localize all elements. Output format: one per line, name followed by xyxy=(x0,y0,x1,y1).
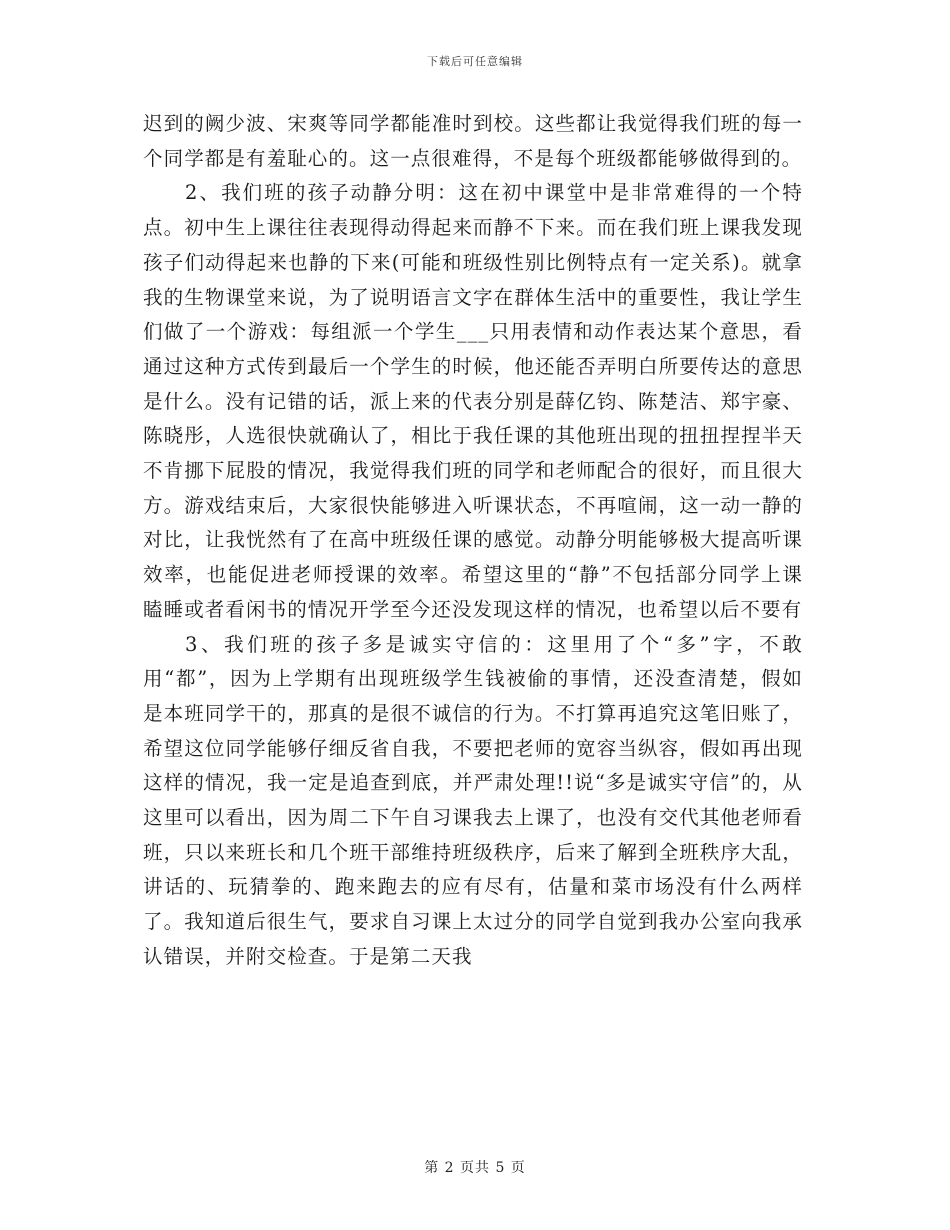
page-header: 下载后可任意编辑 xyxy=(427,55,523,68)
document-body xyxy=(143,107,803,975)
paragraph-continuation: 迟到的阙少波、宋爽等同学都能准时到校。这些都让我觉得我们班的每一个同学都是有羞耻心的。这一点很难得，不是每个班级都能够做得到的。 xyxy=(143,112,803,170)
page-number: 第 2 页共 5 页 xyxy=(424,1160,526,1176)
paragraph-point-3: 3、我们班的孩子多是诚实守信的：这里用了个“多”字，不敢用“都”，因为上学期有出现班级学生钱被偷的事情，还没查清楚，假如是本班同学干的，那真的是很不诚信的行为。不打算再追究这笔旧账了，希望这位同学能够仔细反省自我，不要把老师的宽容当纵容，假如再出现这样的情况，我一定是追查到底，并严肃处理!!说“多是诚实守信”的，从这里可以看出，因为周二下午自习课我去上课了，也没有交代其他老师看班，只以来班长和几个班干部维持班级秩序，后来了解到全班秩序大乱，讲话的、玩猜拳的、跑来跑去的应有尽有，估量和菜市场没有什么两样了。我知道后很生气，要求自习课上太过分的同学自觉到我办公室向我承认错误，并附交检查。于是第二天我 xyxy=(143,632,803,968)
paragraph-point-2: 2、我们班的孩子动静分明：这在初中课堂中是非常难得的一个特点。初中生上课往往表现得动得起来而静不下来。而在我们班上课我发现孩子们动得起来也静的下来(可能和班级性别比例特点有一定关系)。就拿我的生物课堂来说，为了说明语言文字在群体生活中的重要性，我让学生们做了一个游戏：每组派一个学生___只用表情和动作表达某个意思，看通过这种方式传到最后一个学生的时候，他还能否弄明白所要传达的意思是什么。没有记错的话，派上来的代表分别是薛亿钧、陈楚洁、郑宇豪、陈晓彤，人选很快就确认了，相比于我任课的其他班出现的扭扭捏捏半天不肯挪下屁股的情况，我觉得我们班的同学和老师配合的很好，而且很大方。游戏结束后，大家很快能够进入听课状态，不再喧闹，这一动一静的对比，让我恍然有了在高中班级任课的感觉。动静分明能够极大提高听课效率，也能促进老师授课的效率。希望这里的“静”不包括部分同学上课瞌睡或者看闲书的情况开学至今还没发现这样的情况，也希望以后不要有 xyxy=(143,181,803,621)
